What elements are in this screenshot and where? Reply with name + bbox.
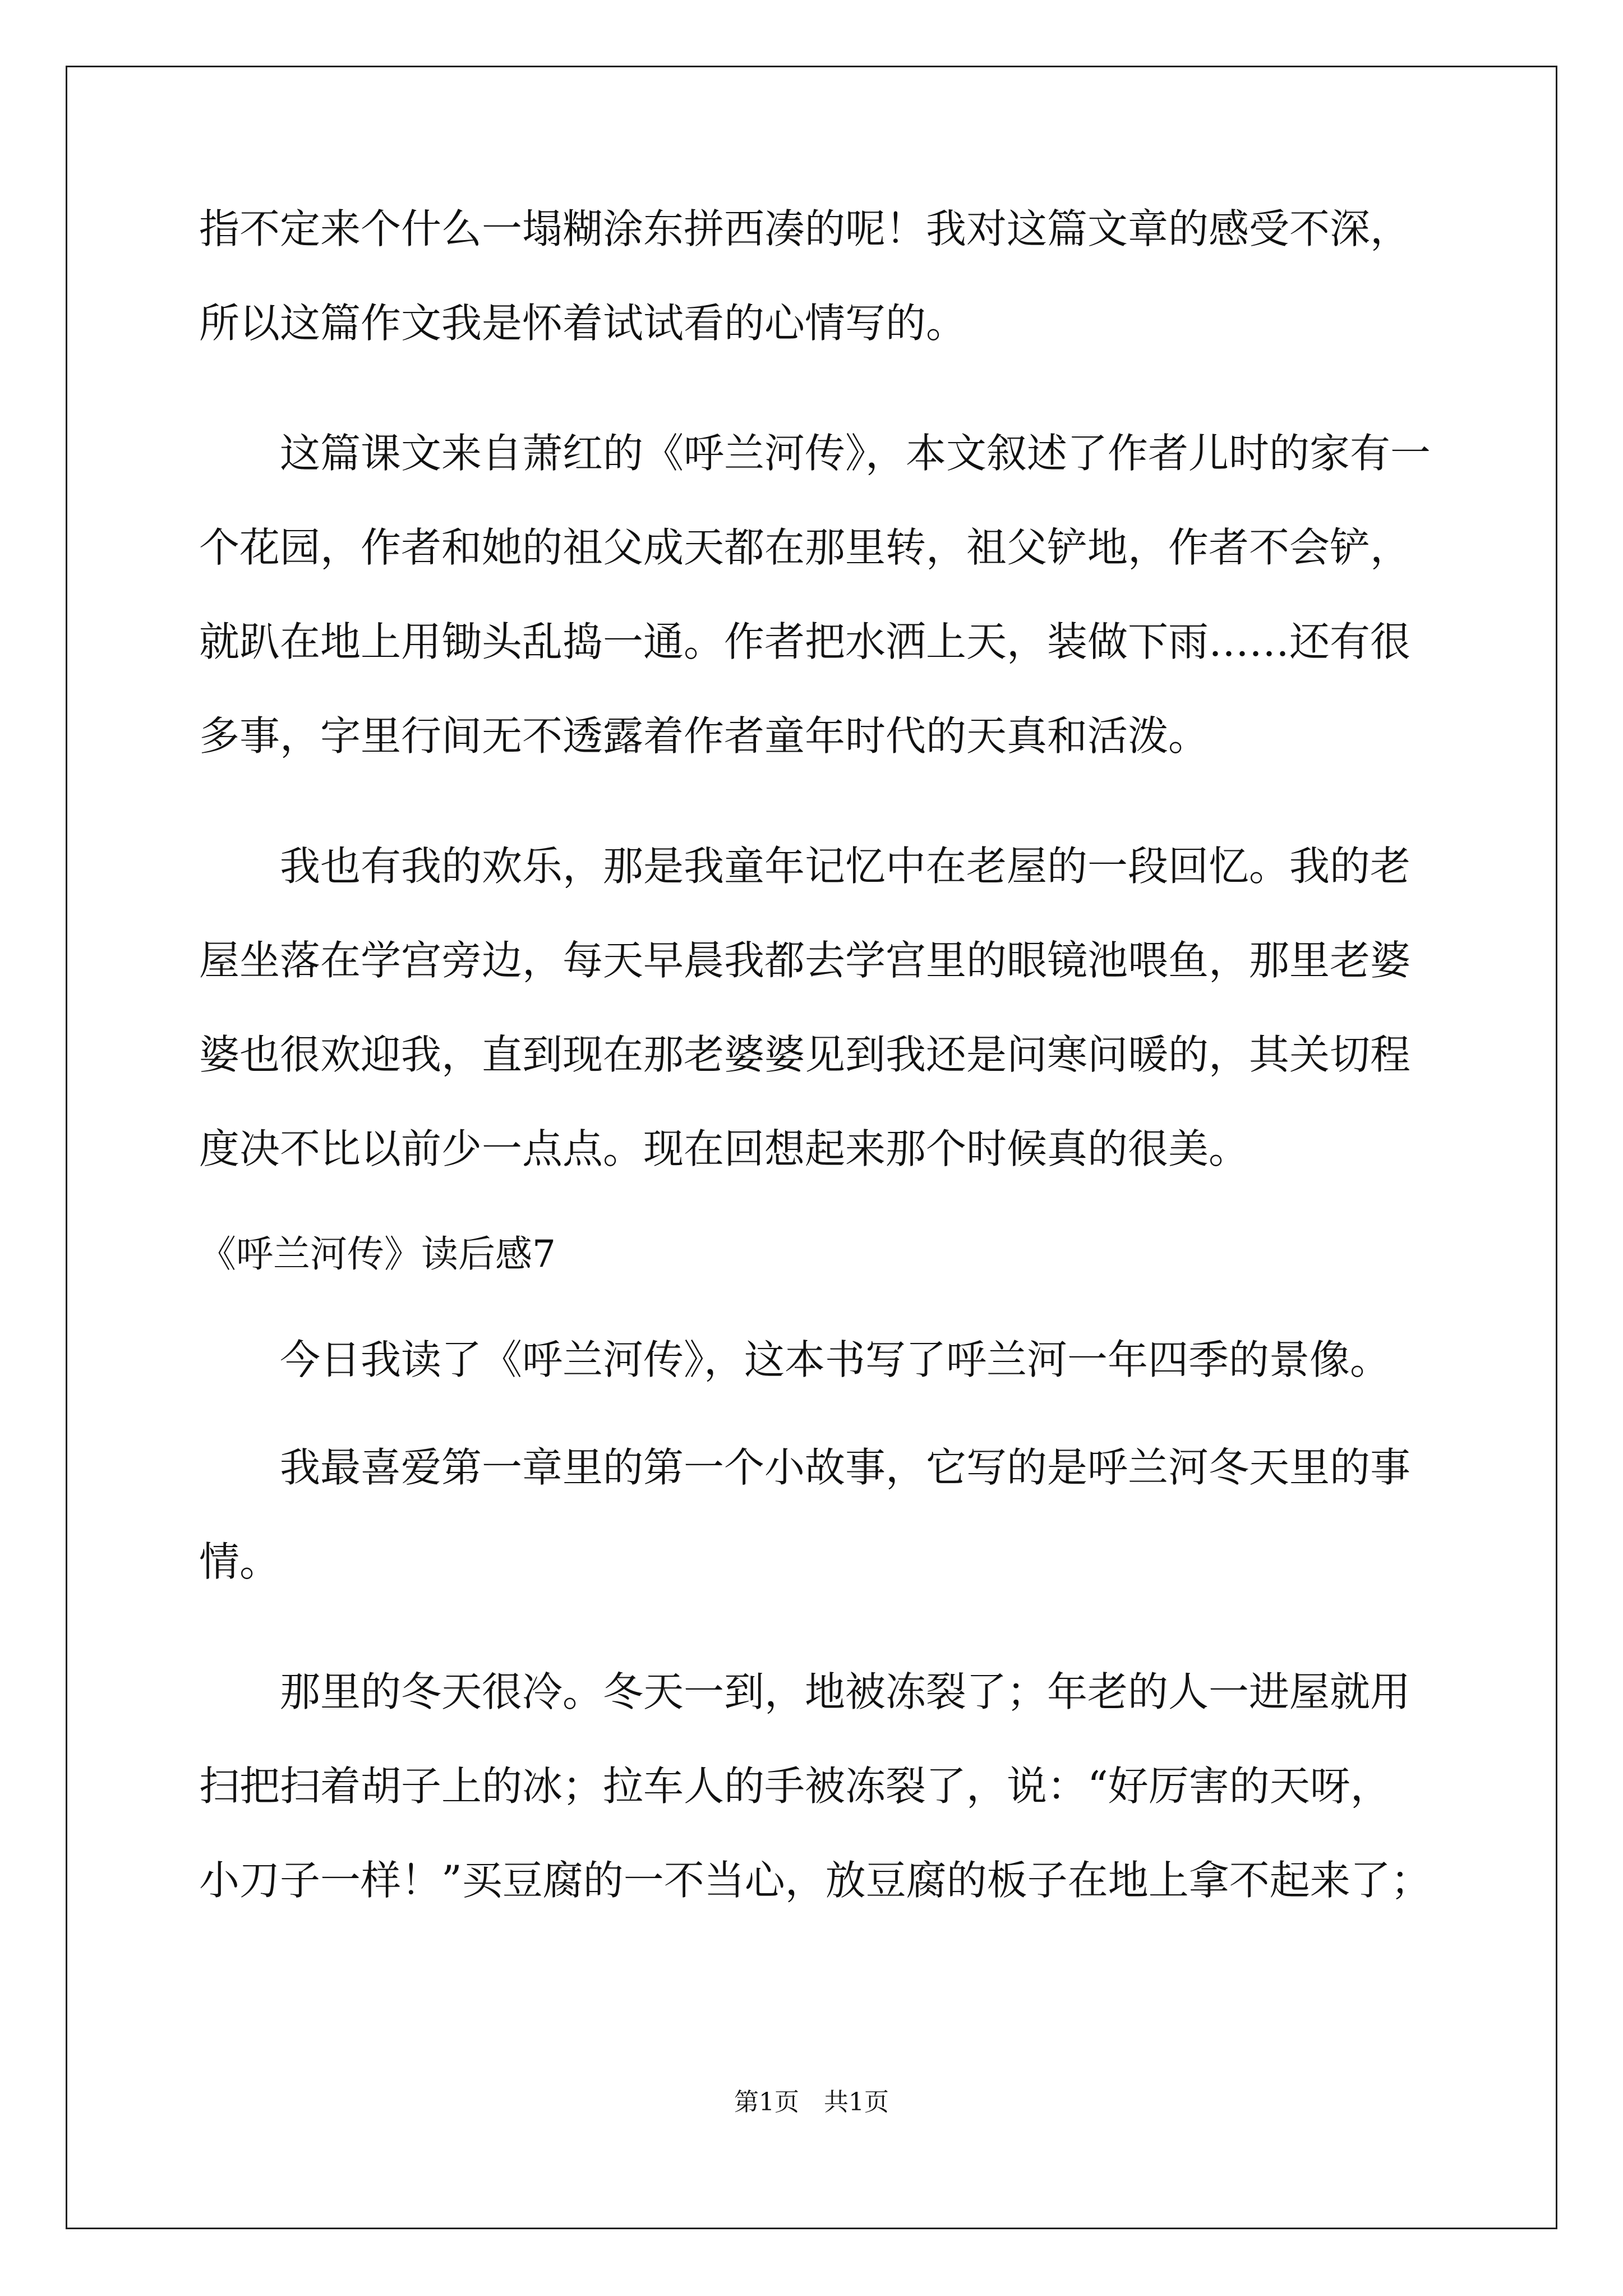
text-line-6: 多事，字里行间无不透露着作者童年时代的天真和活泼。 xyxy=(199,712,1209,760)
text-line-14: 那里的冬天很冷。冬天一到，地被冻裂了；年老的人一进屋就用 xyxy=(199,1668,1411,1715)
text-line-10: 度决不比以前少一点点。现在回想起来那个时候真的很美。 xyxy=(199,1125,1249,1172)
text-line-7: 我也有我的欢乐，那是我童年记忆中在老屋的一段回忆。我的老 xyxy=(199,843,1411,890)
text-line-1: 指不定来个什么一塌糊涂东拼西凑的呢！我对这篇文章的感受不深， xyxy=(199,205,1411,252)
text-line-12: 我最喜爱第一章里的第一个小故事，它写的是呼兰河冬天里的事 xyxy=(199,1444,1411,1491)
text-line-2: 所以这篇作文我是怀着试试看的心情写的。 xyxy=(199,300,967,347)
text-line-11: 今日我读了《呼兰河传》，这本书写了呼兰河一年四季的景像。 xyxy=(199,1336,1391,1383)
text-line-4: 个花园，作者和她的祖父成天都在那里转，祖父铲地，作者不会铲， xyxy=(199,524,1411,571)
page-number-footer: 第1页 共1页 xyxy=(734,2088,889,2116)
text-line-16: 小刀子一样！”买豆腐的一不当心，放豆腐的板子在地上拿不起来了； xyxy=(199,1857,1431,1904)
text-line-5: 就趴在地上用锄头乱捣一通。作者把水洒上天，装做下雨……还有很 xyxy=(199,618,1411,665)
text-line-15: 扫把扫着胡子上的冰；拉车人的手被冻裂了，说：“好厉害的天呀， xyxy=(199,1763,1391,1810)
text-line-9: 婆也很欢迎我，直到现在那老婆婆见到我还是问寒问暖的，其关切程 xyxy=(199,1031,1411,1078)
text-line-3: 这篇课文来自萧红的《呼兰河传》，本文叙述了作者儿时的家有一 xyxy=(199,430,1431,477)
text-line-13: 情。 xyxy=(199,1538,280,1585)
section-heading: 《呼兰河传》读后感7 xyxy=(199,1232,556,1276)
text-line-8: 屋坐落在学宫旁边，每天早晨我都去学宫里的眼镜池喂鱼，那里老婆 xyxy=(199,937,1411,984)
